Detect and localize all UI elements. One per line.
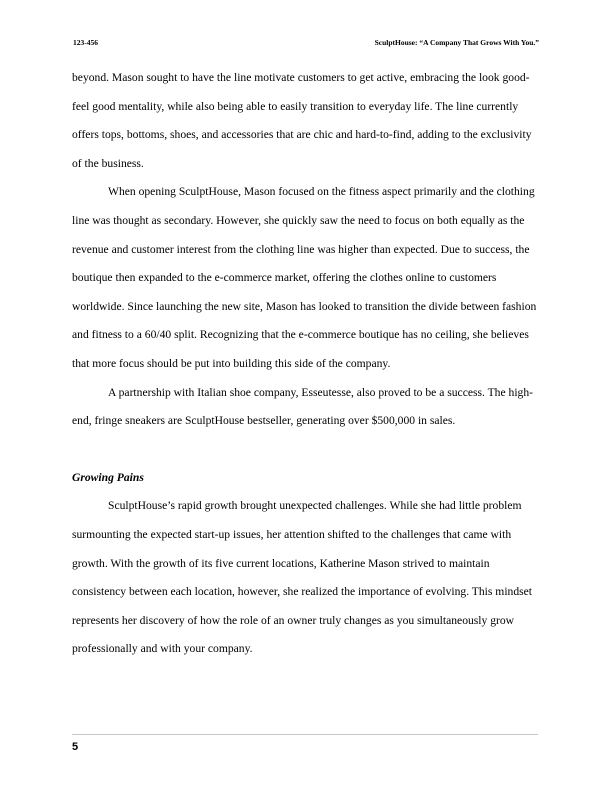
paragraph-1: beyond. Mason sought to have the line motivate customers to get active, embracing the look good-feel good mentality, while also being able to easily transition to everyday life. The line currently offers tops, bottoms, shoes, and accessories that are chic and hard-to-find, adding to the exclusivity of the business. <box>72 71 532 170</box>
paragraph-3: A partnership with Italian shoe company, Esseutesse, also proved to be a success. The high-end, fringe sneakers are SculptHouse bestseller, generating over $500,000 in sales. <box>72 385 533 428</box>
paragraph-4: SculptHouse’s rapid growth brought unexpected challenges. While she had little problem surmounting the expected start-up issues, her attention shifted to the challenges that came with growth. With the growth of its five current locations, Katherine Mason strived to maintain consistency between each location, however, she realized the importance of evolving. This mindset represents her discovery of how the role of an owner truly changes as you simultaneously grow professionally and with your company. <box>72 499 533 656</box>
header-doc-number: 123-456 <box>73 38 98 47</box>
section-heading: Growing Pains <box>72 470 144 484</box>
footer-divider <box>72 734 538 735</box>
body-text <box>72 64 542 664</box>
header-running-title: SculptHouse: “A Company That Grows With You.” <box>374 38 539 47</box>
paragraph-2: When opening SculptHouse, Mason focused on the fitness aspect primarily and the clothing line was thought as secondary. However, she quickly saw the need to focus on both equally as the revenue and customer interest from the clothing line was higher than expected. Due to success, the boutique then expanded to the e-commerce market, offering the clothes online to customers worldwide. Since launching the new site, Mason has looked to transition the divide between fashion and fitness to a 60/40 split. Recognizing that the e-commerce boutique has no ceiling, she believes that more focus should be put into building this side of the company. <box>72 185 537 370</box>
page-number: 5 <box>72 741 79 753</box>
